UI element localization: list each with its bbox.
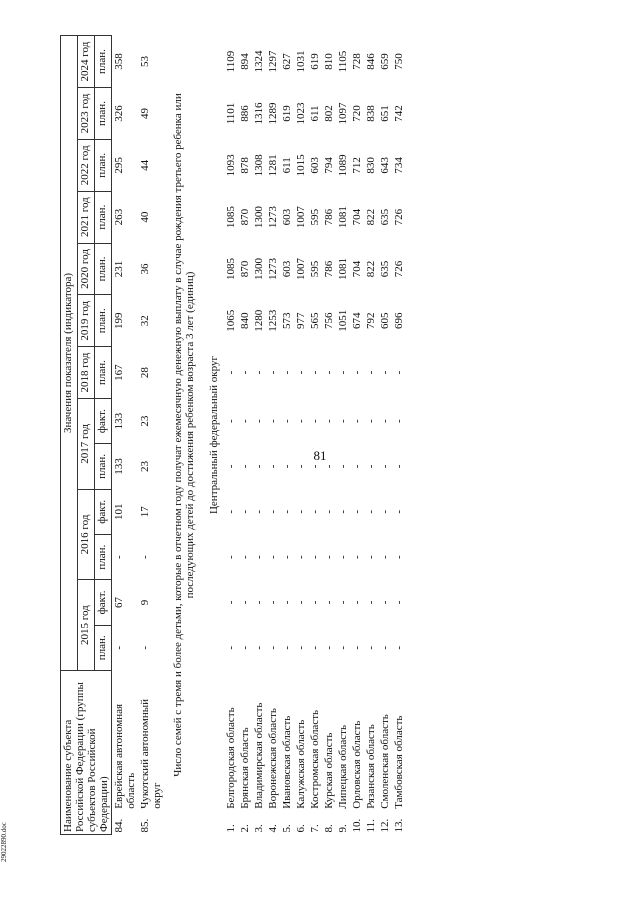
value-cell: - bbox=[393, 600, 405, 605]
value-cell: 726 bbox=[393, 208, 405, 226]
fact-header: факт. bbox=[95, 398, 112, 443]
value-cell: - bbox=[309, 600, 321, 605]
year-header: 2015 год bbox=[78, 580, 95, 671]
value-cell: - bbox=[337, 509, 349, 514]
value-cell: - bbox=[337, 419, 349, 423]
value-cell: - bbox=[393, 509, 405, 514]
table-row bbox=[266, 36, 280, 835]
value-cell: 696 bbox=[393, 312, 405, 329]
region-name: Воронежская область bbox=[267, 708, 279, 809]
indicator-title: Число семей с тремя и более детьми, которые в отчетном году получат ежемесячную денежную выплату в случае рождения третьего ребенка или последующих детей до достижения ребенком возраста 3 лет (единиц) bbox=[172, 93, 196, 777]
plan-header: план. bbox=[95, 36, 112, 88]
value-cell: - bbox=[295, 600, 307, 605]
values-title: Значения показателя (индикатора) bbox=[61, 36, 78, 671]
value-cell: 36 bbox=[139, 263, 151, 275]
value-cell: - bbox=[365, 555, 377, 559]
region-name: Липецкая область bbox=[337, 724, 349, 809]
value-cell: - bbox=[365, 370, 377, 375]
region-name: Белгородская область bbox=[225, 707, 237, 809]
row-number: 84. bbox=[113, 818, 125, 833]
value-cell: 1308 bbox=[253, 154, 265, 177]
value-cell: - bbox=[139, 645, 151, 650]
value-cell: - bbox=[253, 555, 265, 559]
plan-header: план. bbox=[95, 139, 112, 191]
value-cell: - bbox=[267, 555, 279, 559]
value-cell: - bbox=[239, 509, 251, 514]
value-cell: - bbox=[253, 419, 265, 423]
value-cell: - bbox=[113, 645, 125, 650]
value-cell: 728 bbox=[351, 53, 363, 70]
value-cell: 886 bbox=[239, 105, 251, 122]
value-cell: 1300 bbox=[253, 206, 265, 229]
table-row bbox=[224, 36, 238, 835]
value-cell: 792 bbox=[365, 312, 377, 329]
value-cell: 802 bbox=[323, 105, 335, 122]
value-cell: 1065 bbox=[225, 309, 237, 332]
value-cell: 1089 bbox=[337, 154, 349, 177]
value-cell: 133 bbox=[113, 412, 125, 430]
value-cell: - bbox=[281, 464, 293, 469]
value-cell: - bbox=[365, 600, 377, 605]
value-cell: 199 bbox=[113, 312, 125, 329]
value-cell: 659 bbox=[379, 53, 391, 70]
year-header: 2020 год bbox=[78, 243, 95, 295]
value-cell: - bbox=[337, 600, 349, 605]
value-cell: 840 bbox=[239, 312, 251, 329]
region-name: Владимирская область bbox=[253, 702, 265, 809]
value-cell: - bbox=[225, 555, 237, 559]
value-cell: 101 bbox=[113, 503, 125, 521]
value-cell: - bbox=[295, 370, 307, 375]
row-number: 7. bbox=[309, 824, 321, 833]
value-cell: 605 bbox=[379, 312, 391, 329]
value-cell: - bbox=[309, 555, 321, 559]
value-cell: - bbox=[393, 645, 405, 650]
value-cell: - bbox=[267, 419, 279, 423]
value-cell: 1081 bbox=[337, 206, 349, 229]
value-cell: 28 bbox=[139, 367, 151, 379]
page-number: 81 bbox=[313, 448, 327, 463]
region-name: Курская область bbox=[323, 732, 335, 809]
value-cell: 838 bbox=[365, 105, 377, 122]
value-cell: 573 bbox=[281, 312, 293, 329]
value-cell: 734 bbox=[393, 157, 405, 174]
value-cell: - bbox=[267, 464, 279, 469]
value-cell: 704 bbox=[351, 208, 363, 226]
value-cell: 635 bbox=[379, 208, 391, 226]
value-cell: 23 bbox=[139, 415, 151, 427]
value-cell: 1273 bbox=[267, 257, 279, 280]
row-number: 1. bbox=[225, 824, 237, 833]
value-cell: - bbox=[281, 645, 293, 650]
indicator-section bbox=[164, 36, 224, 835]
value-cell: 878 bbox=[239, 157, 251, 174]
row-number: 5. bbox=[281, 824, 293, 833]
value-cell: 846 bbox=[365, 53, 377, 70]
value-cell: 1081 bbox=[337, 257, 349, 280]
region-name: Смоленская область bbox=[379, 714, 391, 809]
value-cell: 595 bbox=[309, 208, 321, 226]
value-cell: 263 bbox=[113, 208, 125, 226]
region-name: Ивановская область bbox=[281, 715, 293, 809]
value-cell: - bbox=[337, 464, 349, 469]
value-cell: 619 bbox=[309, 53, 321, 70]
value-cell: 603 bbox=[309, 157, 321, 174]
value-cell: - bbox=[225, 509, 237, 514]
value-cell: 786 bbox=[323, 208, 335, 226]
value-cell: 756 bbox=[323, 312, 335, 329]
value-cell: 1300 bbox=[253, 257, 265, 280]
table-row bbox=[138, 36, 164, 835]
value-cell: 1105 bbox=[337, 50, 349, 73]
value-cell: - bbox=[295, 509, 307, 514]
table-row bbox=[252, 36, 266, 835]
region-name: Рязанская область bbox=[365, 724, 377, 809]
value-cell: 53 bbox=[139, 56, 151, 68]
value-cell: 977 bbox=[295, 312, 307, 329]
value-cell: - bbox=[323, 600, 335, 605]
value-cell: 32 bbox=[139, 315, 151, 327]
plan-header: план. bbox=[95, 295, 112, 347]
region-name: Калужская область bbox=[295, 719, 307, 809]
value-cell: 595 bbox=[309, 260, 321, 278]
value-cell: - bbox=[337, 645, 349, 650]
value-cell: - bbox=[281, 509, 293, 514]
value-cell: - bbox=[281, 600, 293, 605]
value-cell: - bbox=[379, 370, 391, 375]
value-cell: - bbox=[253, 645, 265, 650]
value-cell: 49 bbox=[139, 108, 151, 119]
value-cell: 1253 bbox=[267, 309, 279, 332]
value-cell: - bbox=[351, 419, 363, 423]
value-cell: 1015 bbox=[295, 154, 307, 177]
value-cell: - bbox=[253, 509, 265, 514]
table-row bbox=[364, 36, 378, 835]
value-cell: - bbox=[379, 645, 391, 650]
fact-header: факт. bbox=[95, 580, 112, 625]
value-cell: - bbox=[379, 419, 391, 423]
value-cell: 326 bbox=[113, 105, 125, 122]
row-number: 13. bbox=[393, 818, 405, 833]
table-row bbox=[294, 36, 308, 835]
value-cell: - bbox=[267, 509, 279, 514]
value-cell: - bbox=[309, 419, 321, 423]
value-cell: - bbox=[323, 509, 335, 514]
value-cell: 1281 bbox=[267, 154, 279, 177]
rotated-table-area bbox=[60, 35, 600, 835]
table-row bbox=[112, 36, 139, 835]
region-name: Тамбовская область bbox=[393, 715, 405, 809]
value-cell: 619 bbox=[281, 105, 293, 122]
value-cell: 603 bbox=[281, 208, 293, 226]
row-number: 10. bbox=[351, 818, 363, 833]
value-cell: - bbox=[253, 370, 265, 375]
value-cell: 231 bbox=[113, 260, 125, 278]
plan-header: план. bbox=[95, 625, 112, 670]
value-cell: - bbox=[309, 509, 321, 514]
value-cell: 1031 bbox=[295, 50, 307, 73]
table-row bbox=[336, 36, 350, 835]
row-number: 4. bbox=[267, 824, 279, 833]
value-cell: - bbox=[281, 370, 293, 375]
document-id: 29022890.doc bbox=[0, 822, 8, 862]
value-cell: 720 bbox=[351, 105, 363, 122]
value-cell: 822 bbox=[365, 208, 377, 226]
value-cell: - bbox=[379, 600, 391, 605]
value-cell: - bbox=[323, 464, 335, 469]
value-cell: 794 bbox=[323, 157, 335, 174]
year-header: 2024 год bbox=[78, 36, 95, 88]
value-cell: - bbox=[351, 555, 363, 559]
value-cell: - bbox=[281, 419, 293, 423]
value-cell: 786 bbox=[323, 260, 335, 278]
table-row bbox=[378, 36, 392, 835]
value-cell: 133 bbox=[113, 458, 125, 475]
value-cell: - bbox=[295, 419, 307, 423]
value-cell: 1007 bbox=[295, 206, 307, 229]
region-rows bbox=[224, 36, 406, 835]
value-cell: 1051 bbox=[337, 309, 349, 332]
indicator-table bbox=[60, 35, 406, 835]
value-cell: - bbox=[239, 464, 251, 469]
value-cell: - bbox=[351, 645, 363, 650]
value-cell: - bbox=[281, 555, 293, 559]
value-cell: - bbox=[365, 645, 377, 650]
value-cell: 358 bbox=[113, 53, 125, 70]
value-cell: - bbox=[393, 464, 405, 469]
value-cell: - bbox=[379, 464, 391, 469]
value-cell: 1007 bbox=[295, 257, 307, 280]
row-number: 85. bbox=[139, 818, 151, 833]
table-row bbox=[280, 36, 294, 835]
value-cell: 1297 bbox=[267, 50, 279, 73]
value-cell: 894 bbox=[239, 53, 251, 70]
value-cell: - bbox=[393, 370, 405, 375]
table-row bbox=[308, 36, 322, 835]
value-cell: - bbox=[365, 509, 377, 514]
value-cell: - bbox=[239, 555, 251, 559]
year-header: 2018 год bbox=[78, 347, 95, 399]
row-number: 11. bbox=[365, 819, 377, 833]
value-cell: - bbox=[393, 555, 405, 559]
value-cell: - bbox=[323, 555, 335, 559]
value-cell: 627 bbox=[281, 53, 293, 70]
value-cell: 726 bbox=[393, 260, 405, 278]
value-cell: - bbox=[295, 555, 307, 559]
value-cell: 1316 bbox=[253, 102, 265, 125]
row-number: 6. bbox=[295, 824, 307, 833]
region-name: Чукотский автономный округ bbox=[139, 699, 163, 809]
value-cell: 1093 bbox=[225, 154, 237, 177]
value-cell: 712 bbox=[351, 157, 363, 174]
value-cell: 1097 bbox=[337, 102, 349, 125]
value-cell: 1101 bbox=[225, 102, 237, 125]
value-cell: 643 bbox=[379, 157, 391, 174]
row-number: 2. bbox=[239, 824, 251, 833]
value-cell: 44 bbox=[139, 159, 151, 171]
value-cell: 167 bbox=[113, 364, 125, 381]
value-cell: - bbox=[225, 370, 237, 375]
value-cell: - bbox=[365, 464, 377, 469]
year-header: 2022 год bbox=[78, 139, 95, 191]
value-cell: - bbox=[253, 600, 265, 605]
plan-header: план. bbox=[95, 88, 112, 140]
table-row bbox=[238, 36, 252, 835]
value-cell: - bbox=[309, 645, 321, 650]
value-cell: 1289 bbox=[267, 102, 279, 125]
table-row bbox=[392, 36, 406, 835]
value-cell: - bbox=[337, 370, 349, 375]
value-cell: - bbox=[351, 600, 363, 605]
region-name: Брянская область bbox=[239, 727, 251, 809]
subject-column-header: Наименование субъекта Российской Федерации (группы субъектов Российской Федерации) bbox=[61, 670, 112, 834]
year-header: 2021 год bbox=[78, 191, 95, 243]
value-cell: - bbox=[295, 645, 307, 650]
value-cell: - bbox=[295, 464, 307, 469]
value-cell: 611 bbox=[309, 105, 321, 122]
table-row bbox=[322, 36, 336, 835]
plan-header: план. bbox=[95, 347, 112, 399]
value-cell: 742 bbox=[393, 105, 405, 122]
year-header: 2017 год bbox=[78, 398, 95, 489]
value-cell: - bbox=[309, 464, 321, 469]
value-cell: 1280 bbox=[253, 309, 265, 332]
value-cell: - bbox=[337, 555, 349, 559]
value-cell: 40 bbox=[139, 211, 151, 223]
value-cell: 750 bbox=[393, 53, 405, 70]
value-cell: - bbox=[267, 370, 279, 375]
row-number: 12. bbox=[379, 818, 391, 833]
value-cell: 830 bbox=[365, 157, 377, 174]
plan-header: план. bbox=[95, 444, 112, 489]
year-header: 2019 год bbox=[78, 295, 95, 347]
table-row bbox=[350, 36, 364, 835]
value-cell: - bbox=[323, 370, 335, 375]
top-rows bbox=[112, 36, 165, 835]
value-cell: - bbox=[239, 600, 251, 605]
plan-header: план. bbox=[95, 243, 112, 295]
value-cell: - bbox=[323, 645, 335, 650]
row-number: 9. bbox=[337, 824, 349, 833]
value-cell: - bbox=[379, 555, 391, 559]
row-number: 3. bbox=[253, 824, 265, 833]
value-cell: - bbox=[365, 419, 377, 423]
value-cell: 810 bbox=[323, 53, 335, 70]
value-cell: 822 bbox=[365, 260, 377, 278]
section-title: Центральный федеральный округ bbox=[208, 356, 220, 515]
value-cell: 1273 bbox=[267, 206, 279, 229]
value-cell: - bbox=[351, 370, 363, 375]
region-name: Костромская область bbox=[309, 709, 321, 809]
value-cell: 1085 bbox=[225, 257, 237, 280]
value-cell: - bbox=[239, 645, 251, 650]
value-cell: 295 bbox=[113, 157, 125, 174]
value-cell: - bbox=[139, 555, 151, 559]
value-cell: 870 bbox=[239, 208, 251, 226]
value-cell: 17 bbox=[139, 506, 151, 518]
value-cell: 1109 bbox=[225, 50, 237, 73]
value-cell: - bbox=[267, 645, 279, 650]
value-cell: - bbox=[253, 464, 265, 469]
value-cell: 611 bbox=[281, 157, 293, 174]
value-cell: 23 bbox=[139, 460, 151, 472]
year-header: 2023 год bbox=[78, 88, 95, 140]
region-name: Еврейская автономная область bbox=[113, 703, 137, 809]
value-cell: 67 bbox=[113, 596, 125, 608]
value-cell: - bbox=[323, 419, 335, 423]
table-header bbox=[61, 36, 112, 835]
value-cell: 651 bbox=[379, 105, 391, 122]
row-number: 8. bbox=[323, 824, 335, 833]
value-cell: - bbox=[225, 600, 237, 605]
plan-header: план. bbox=[95, 534, 112, 579]
value-cell: 870 bbox=[239, 260, 251, 278]
value-cell: - bbox=[309, 370, 321, 375]
value-cell: 9 bbox=[139, 599, 151, 606]
value-cell: 704 bbox=[351, 260, 363, 278]
fact-header: факт. bbox=[95, 489, 112, 534]
value-cell: 635 bbox=[379, 260, 391, 278]
value-cell: 674 bbox=[351, 312, 363, 329]
region-name: Орловская область bbox=[351, 720, 363, 809]
value-cell: 1324 bbox=[253, 50, 265, 73]
value-cell: 1085 bbox=[225, 206, 237, 229]
value-cell: - bbox=[351, 509, 363, 514]
value-cell: - bbox=[239, 370, 251, 375]
value-cell: - bbox=[225, 464, 237, 469]
year-header: 2016 год bbox=[78, 489, 95, 580]
value-cell: 603 bbox=[281, 260, 293, 278]
value-cell: - bbox=[267, 600, 279, 605]
value-cell: - bbox=[239, 419, 251, 423]
value-cell: - bbox=[225, 419, 237, 423]
value-cell: - bbox=[113, 555, 125, 559]
value-cell: - bbox=[379, 509, 391, 514]
value-cell: - bbox=[351, 464, 363, 469]
value-cell: 1023 bbox=[295, 102, 307, 125]
value-cell: - bbox=[393, 419, 405, 423]
value-cell: 565 bbox=[309, 312, 321, 329]
plan-header: план. bbox=[95, 191, 112, 243]
value-cell: - bbox=[225, 645, 237, 650]
